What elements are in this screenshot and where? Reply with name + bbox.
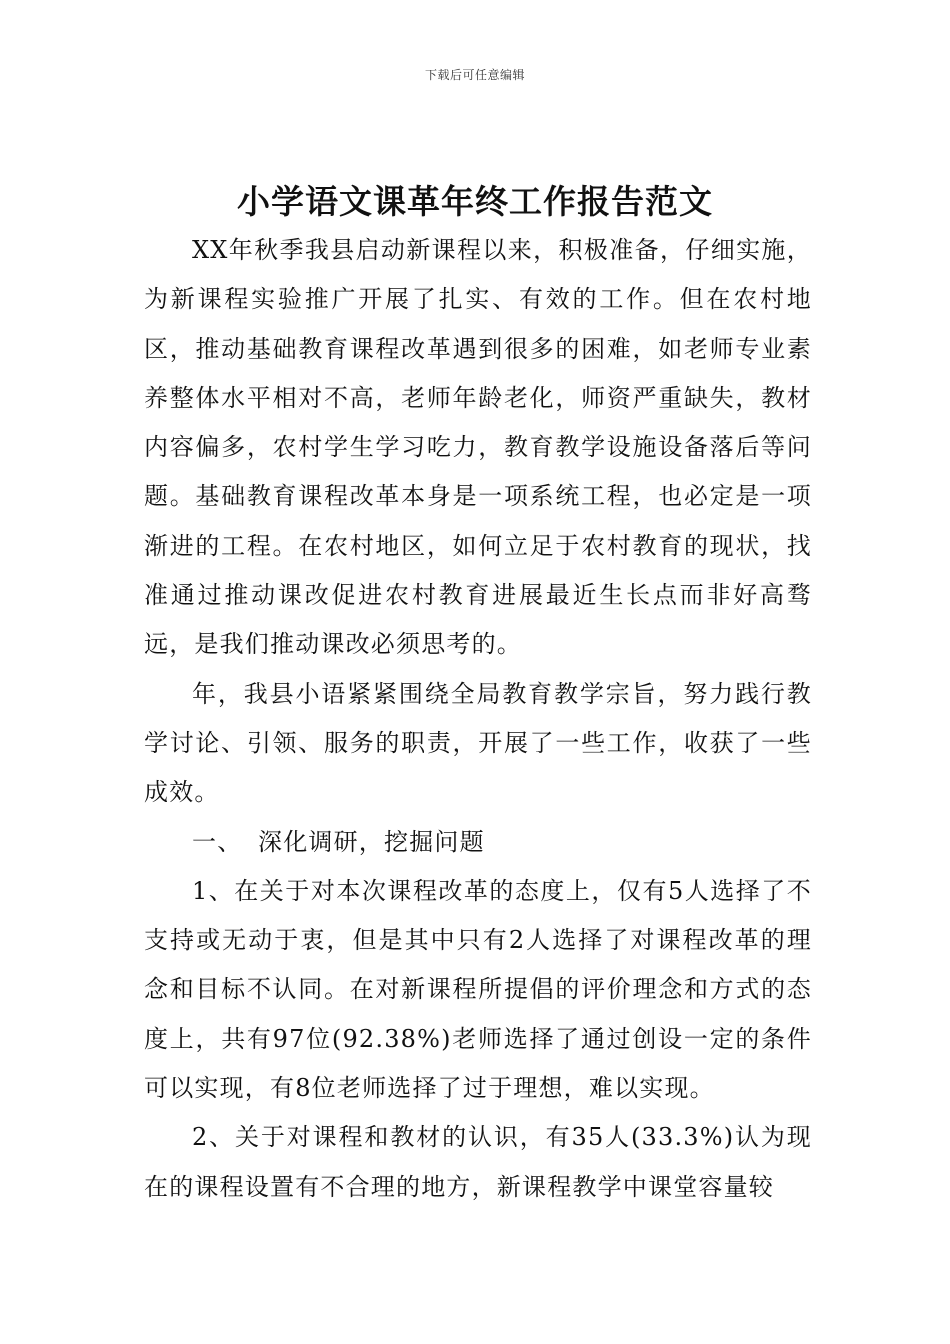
list-item-1: 1、在关于对本次课程改革的态度上，仅有5人选择了不支持或无动于衷，但是其中只有2人选择了对课程改革的理念和目标不认同。在对新课程所提倡的评价理念和方式的态度上，共有97位(92.38%)老师选择了通过创设一定的条件可以实现，有8位老师选择了过于理想，难以实现。	[144, 876, 812, 1103]
paragraph-intro: XX年秋季我县启动新课程以来，积极准备，仔细实施，为新课程实验推广开展了扎实、有效的工作。但在农村地区，推动基础教育课程改革遇到很多的困难，如老师专业素养整体水平相对不高，老师年龄老化，师资严重缺失，教材内容偏多，农村学生学习吃力，教育教学设施设备落后等问题。基础教育课程改革本身是一项系统工程，也必定是一项渐进的工程。在农村地区，如何立足于农村教育的现状，找准通过推动课改促进农村教育进展最近生长点而非好高骛远，是我们推动课改必须思考的。	[144, 236, 812, 659]
list-item-2: 2、关于对课程和教材的认识，有35人(33.3%)认为现在的课程设置有不合理的地方，新课程教学中课堂容量较	[144, 1123, 812, 1201]
document-body	[144, 226, 812, 1212]
paragraph-summary: 年，我县小语紧紧围绕全局教育教学宗旨，努力践行教学讨论、引领、服务的职责，开展了一些工作，收获了一些成效。	[144, 679, 812, 807]
document-title: 小学语文课革年终工作报告范文	[237, 182, 713, 221]
section-number: 一、	[192, 827, 243, 856]
section-heading	[144, 818, 812, 867]
section-title: 深化调研，挖掘问题	[258, 827, 485, 856]
page-header-note: 下载后可任意编辑	[424, 68, 525, 82]
